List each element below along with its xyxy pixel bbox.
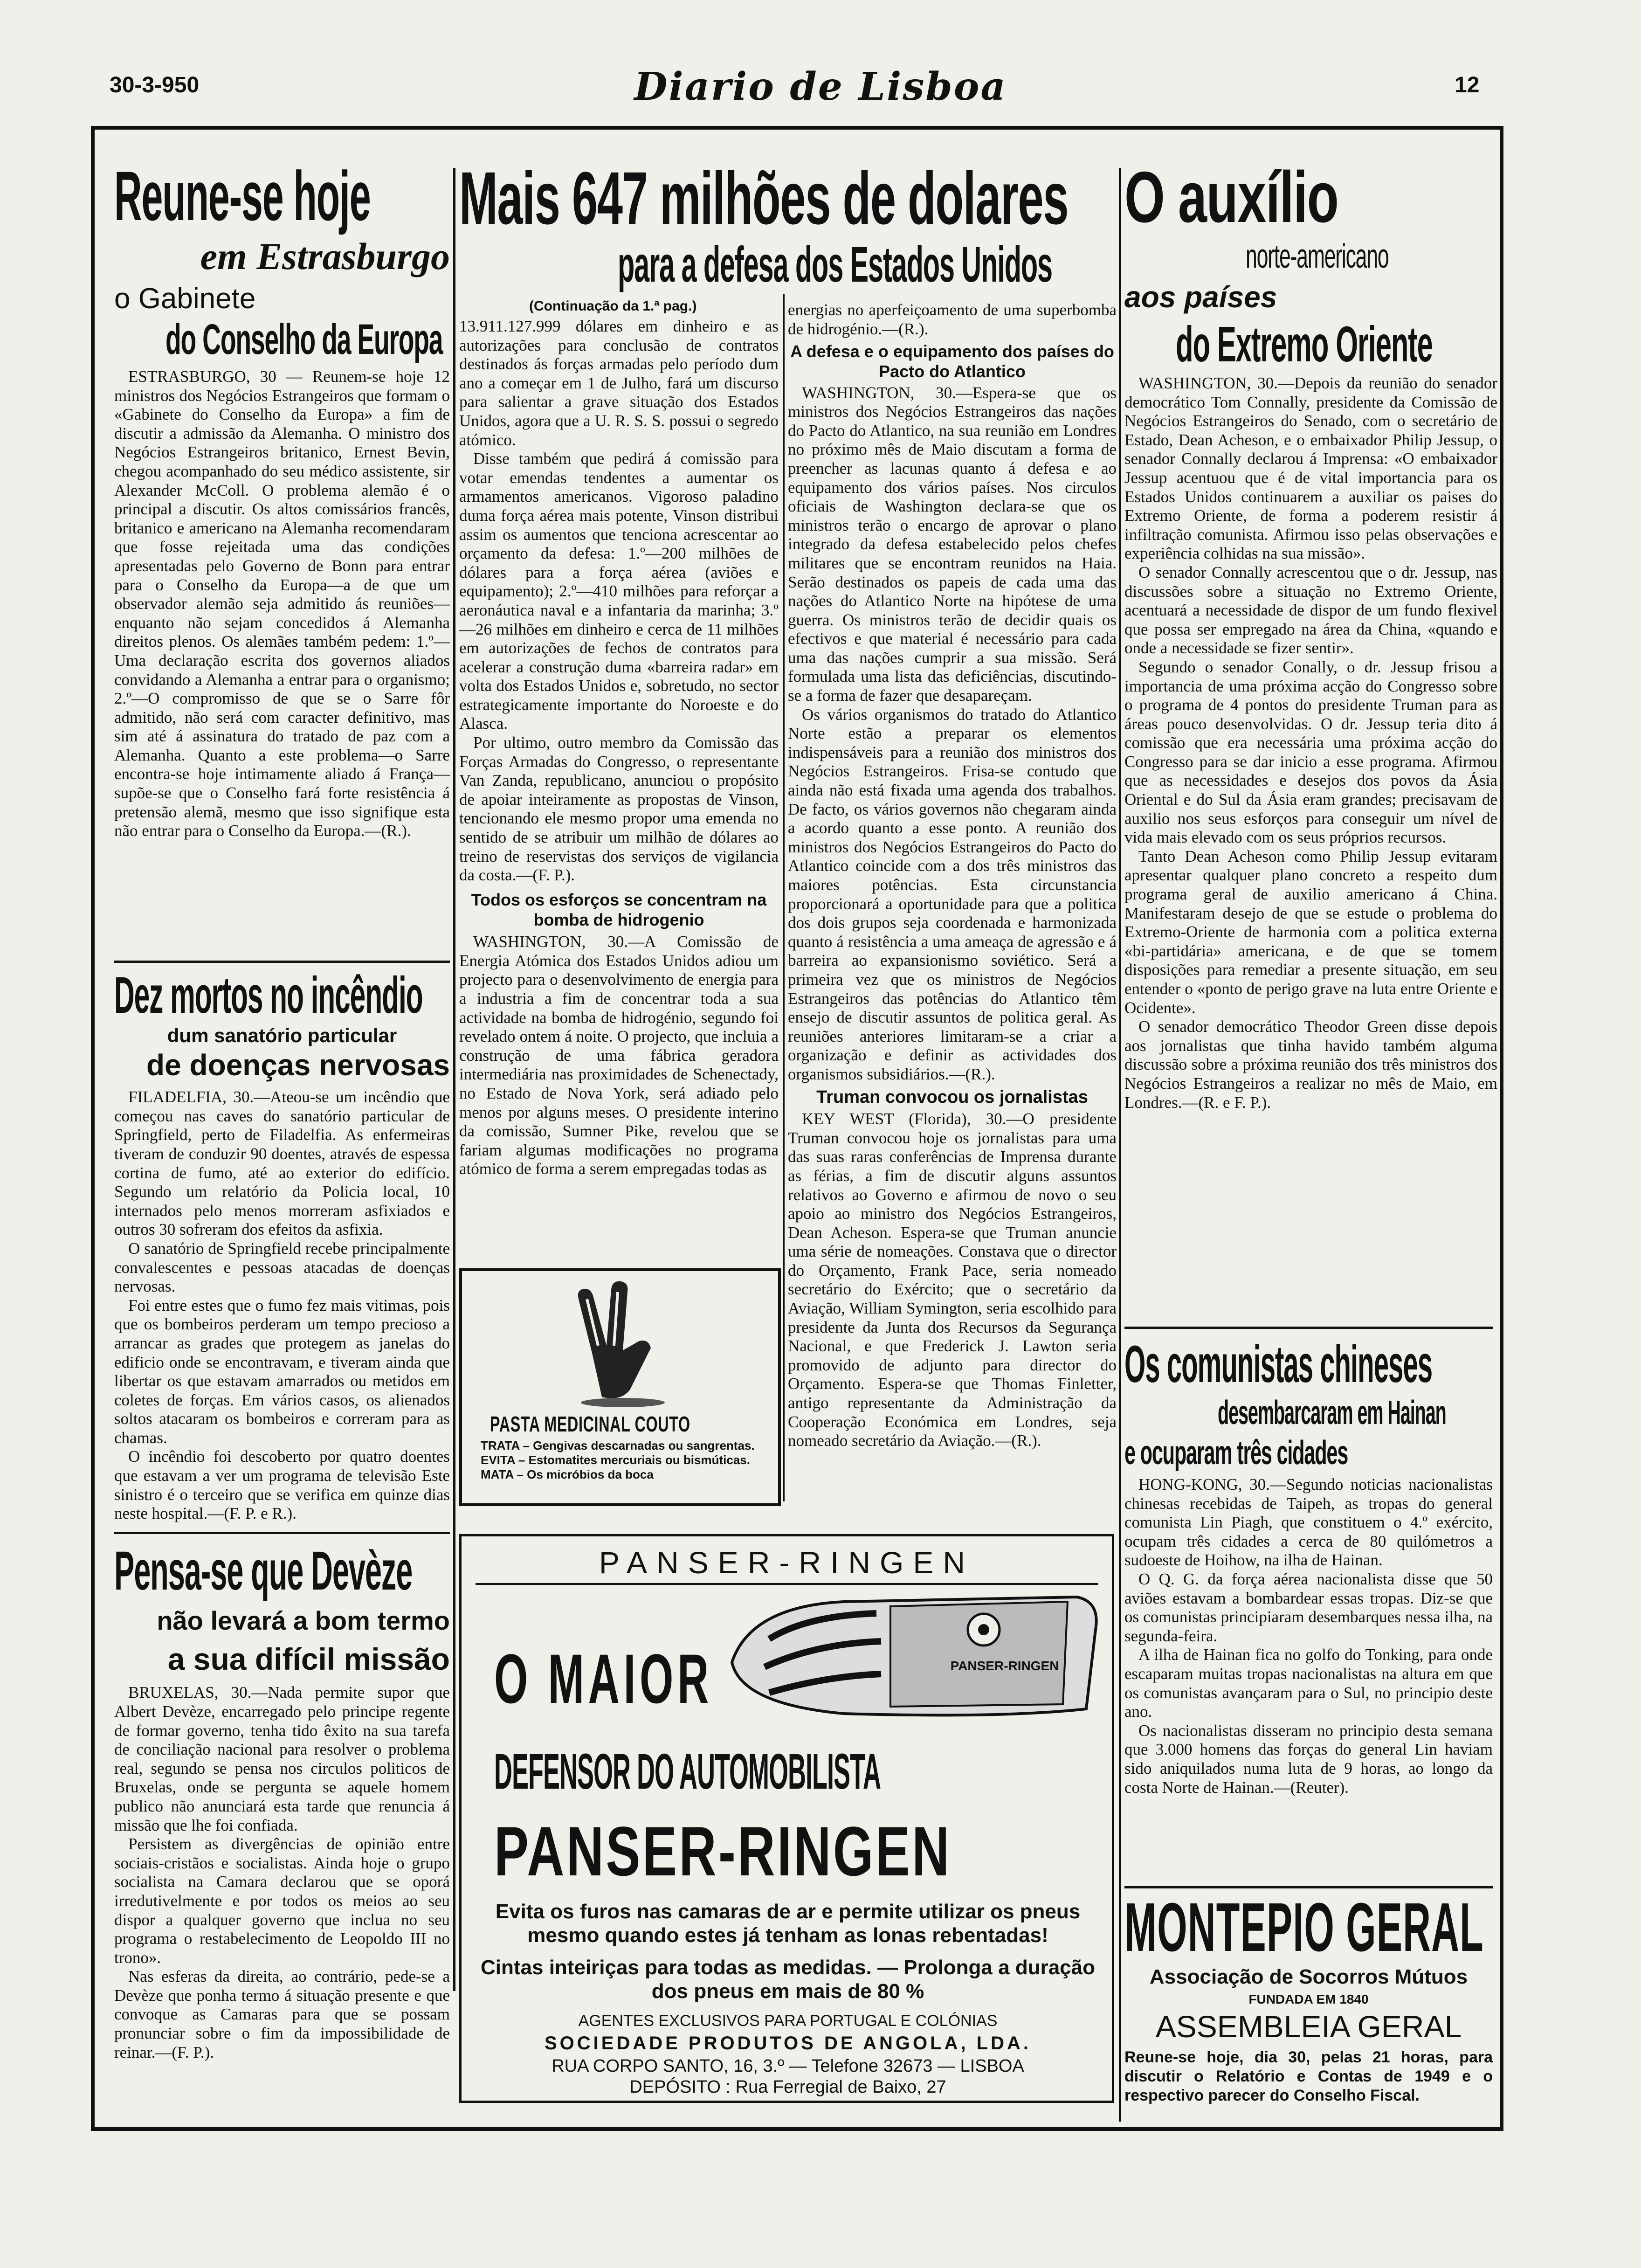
paragraph: Tanto Dean Acheson como Philip Jessup evitaram apresentar qualquer plano concreto a respeito dum programa geral de auxilio americano á China. Manifestaram desejo de que se estude o problema do Extremo-Oriente de harmonia com a politica externa «bi-partidária» americana, e de que se tomem disposições para remediar a presente situação, em seu entender o «ponto de perigo grave na luta entre Oriente e Ocidente». [1124, 847, 1497, 1017]
article-body [459, 933, 779, 1179]
paragraph: Disse também que pedirá á comissão para votar emendas tendentes a aumentar os armamentos americanos. Vigoroso paladino duma força aérea mais potente, Vinson distribui assim os aumentos que tenciona acrescentar ao orçamento da defesa: 1.º—200 milhões de dólares para a força aérea (aviões e equipamento); 2.º—410 milhões para reforçar a aeronáutica naval e a infantaria da marinha; 3.º—26 milhões em dinheiro e cerca de 11 milhões em autorizações de fechos de contratos para acelerar a construção duma «barreira radar» em volta dos Estados Unidos e, sobretudo, no sector estrategicamente importante do Noroeste e do Alasca. [459, 449, 779, 733]
hand-icon [462, 1271, 778, 1411]
article-conselho-europa [114, 161, 450, 958]
paragraph: WASHINGTON, 30.—Espera-se que os ministros dos Negócios Estrangeiros das nações do Pacto do Atlantico, na sua reunião em Londres no próximo mês de Maio discutam a forma de preencher as lacunas quanto á defesa e ao equipamento dos vários países. Nos circulos oficiais de Washington declara-se que os ministros terão o encargo de aprovar o plano integrado da defesa estabelecido pelos chefes militares que se encontram reunidos na Haia. Serão destinados os papeis de cada uma das nações do Atlantico Norte na hipótese de uma guerra. Os ministros terão de decidir quais os efectivos e que material é necessário para cada uma das nações cumprir a sua missão. Será formulada uma lista das deficiências, discutindo-se a forma de fazer que desapareçam. [788, 383, 1117, 705]
subheadline: de doenças nervosas [146, 1048, 450, 1082]
ad-headline: O MAIOR [494, 1639, 713, 1718]
paragraph: Os nacionalistas disseram no principio desta semana que 3.000 homens das forças do general Lin haviam sido aniquilados numa luta de 9 horas, ao longo da costa Norte de Hainan.—(Reuter). [1124, 1721, 1493, 1797]
ad-top-banner: PANSER-RINGEN [476, 1545, 1098, 1585]
newspaper-title: Diario de Lisboa [634, 64, 1007, 109]
divider [1124, 1886, 1493, 1888]
ad-address: RUA CORPO SANTO, 16, 3.º — Telefone 32673 — LISBOA [552, 2056, 1024, 2076]
paragraph: WASHINGTON, 30.—A Comissão de Energia Atómica dos Estados Unidos adiou um projecto para o desenvolvimento de energia para a industria a fim de concentrar toda a sua actividade na bomba de hidrogénio, segundo foi revelado ontem á noite. O projecto, que incluia a construção de uma fábrica geradora intermediária nas proximidades de Schenectady, no Estado de Nova York, será adiado pelo menos por alguns meses. O presidente interino da comissão, Sumner Pike, revelou que se fariam algumas modificações no programa atómico de forma a serem empregadas todas as [459, 933, 779, 1178]
paragraph: Foi entre estes que o fumo fez mais vitimas, pois que os bombeiros perderam um tempo precioso a arrancar as grades que protegem as janelas do edificio onde se encontravam, e tiveram ainda que libertar os que estavam amarrados ou metidos em coletes de forças. Em vários casos, os alienados soltos atacaram os bombeiros e correram para as chamas. [114, 1296, 450, 1447]
divider [114, 1532, 450, 1534]
ad-depot: DEPÓSITO : Rua Ferregial de Baixo, 27 [629, 2077, 946, 2097]
subheadline: do Conselho da Europa [165, 316, 443, 363]
headline: O auxílio [1124, 161, 1338, 237]
paragraph: Por ultimo, outro membro da Comissão das Forças Armadas do Congresso, o representante Van Zanda, republicano, anunciou o propósito de apoiar inteiramente as propostas de Vinson, tencionando ele mesmo propor uma emenda no sentido de se atribuir um milhão de dólares ao treino de reservistas dos serviços de vigilancia da costa.—(F. P.). [459, 733, 779, 885]
paragraph: energias no aperfeiçoamento de uma superbomba de hidrogénio.—(R.). [788, 301, 1117, 338]
paragraph: FILADELFIA, 30.—Ateou-se um incêndio que começou nas caves do sanatório particular de Springfield, perto de Filadelfia. As enfermeiras tiveram de conduzir 90 doentes, através de espessa cortina de fumo, até ao exterior do edifício. Segundo um relatório da Policia local, 10 internados pelo menos morreram asfixiados e outros 30 sofreram dos efeitos da asfixia. [114, 1088, 450, 1239]
ad-line: MATA – Os micróbios da boca [481, 1467, 654, 1482]
subheadline: do Extremo Oriente [1176, 316, 1433, 372]
article-body [788, 301, 1117, 339]
tire-icon [723, 1588, 1105, 1728]
paragraph: 13.911.127.999 dólares em dinheiro e as autorizações para conclusão de contratos destinados ás forças armadas pelo período dum ano a começar em 1 de Julho, fará um discurso para salientar a grave situação dos Estados Unidos, agora que a U. R. S. S. possui o segredo atómico. [459, 317, 779, 449]
masthead [0, 0, 1641, 126]
subheadline: o Gabinete [114, 283, 256, 315]
subheadline: desembarcaram em Hainan [1218, 1394, 1446, 1431]
column-rule [453, 168, 455, 1991]
notice-heading: ASSEMBLEIA GERAL [1155, 2009, 1462, 2044]
paragraph: WASHINGTON, 30.—Depois da reunião do senador democrático Tom Connally, presidente da Comissão de Negócios Estrangeiros do Senado, com o secretário de Estado, Dean Acheson, e o embaixador Philip Jessup, o senador Connally declarou á Imprensa: «O embaixador Jessup acentuou que é de vital importancia para os Estados Unidos continuarem a auxiliar os paises do Extremo Oriente, de forma a poderem resistir á infiltração comunista. Afirmou isso pelas observações e experiência colhidas na sua missão». [1124, 374, 1497, 563]
article-body [114, 1088, 450, 1523]
paragraph: O sanatório de Springfield recebe principalmente convalescentes e pessoas atacadas de doenças nervosas. [114, 1239, 450, 1296]
paragraph: Nas esferas da direita, ao contrário, pede-se a Devèze que ponha termo á situação presente e que convoque as Camaras para que se possam pronunciar sobre o fim da impossibilidade de reinar.—(F. P.). [114, 1967, 450, 2061]
article-body [114, 1683, 450, 2062]
paragraph: A ilha de Hainan fica no golfo do Tonking, para onde escaparam muitas tropas nacionalistas na altura em que os comunistas avançaram para o Sul, no principio deste ano. [1124, 1646, 1493, 1721]
headline: Reune-se hoje [114, 161, 371, 235]
column-rule [1119, 168, 1121, 2122]
divider [114, 961, 450, 963]
notice-founded: FUNDADA EM 1840 [1248, 1991, 1369, 2006]
paragraph: HONG-KONG, 30.—Segundo noticias nacionalistas chinesas recebidas de Taipeh, as tropas do general comunista Lin Piagh, que constituem o 4.º exército, ocupam três cidades a cerca de 80 quilómetros a sudoeste de Hoihow, na ilha de Hainan. [1124, 1475, 1493, 1570]
ad-pasta-couto [459, 1268, 781, 1506]
article-body [459, 317, 779, 885]
paragraph: ESTRASBURGO, 30 — Reunem-se hoje 12 ministros dos Negócios Estrangeiros que formam o «Gabinete do Conselho da Europa» a fim de discutir a admissão da Alemanha. O ministro dos Negócios Estrangeiros britanico, Ernest Bevin, chegou acompanhado do seu médico assistente, sir Alexander McColl. O problema alemão é o principal a discutir. Os altos comissários francês, britanico e americano na Alemanha recomendaram que fosse rejeitada uma das condições apresentadas pelo Governo de Bonn para entrar para o Conselho da Europa—a de que um observador alemão seja admitido ás reuniões—enquanto não sejam concedidos á Alemanha direitos plenos. Os alemães também pedem: 1.º—Uma declaração escrita dos governos aliados convidando a Alemanha a entrar para o organismo; 2.º—O compromisso de que se o Sarre fôr admitido, não será com caracter definitivo, mas sim até á assinatura do tratado de paz com a Alemanha. Quanto a este problema—o Sarre encontra-se hoje intimamente aliado á França—supõe-se que o Conselho fará forte resistência á pretensão alemã, mesmo que isso signifique esta não entrar para o Conselho da Europa.—(R.). [114, 367, 450, 840]
article-dolares-col2 [788, 301, 1117, 1504]
paragraph: Segundo o senador Conally, o dr. Jessup frisou a importancia de uma próxima acção do Congresso sobre o programa de 4 pontos do presidente Truman para as áreas pouco desenvolvidas. O dr. Jessup teria dito á comissão que era necessária uma próxima acção do Congresso para se dar inicio a esse programa. Afirmou que as necessidades e desejos dos povos da Ásia Oriental e do Sul da Ásia eram grandes; precisavam de auxilio nos seus esforços para conseguir um nível de vida mais elevado com os seus próprios recursos. [1124, 657, 1497, 847]
issue-date: 30-3-950 [110, 73, 200, 97]
subheadline: para a defesa dos Estados Unidos [618, 236, 1053, 292]
tire-label: PANSER-RINGEN [950, 1659, 1059, 1673]
paragraph: Os vários organismos do tratado do Atlantico Norte estão a preparar os elementos indispensáveis para a reunião dos ministros dos Negócios Estrangeiros. Frisa-se contudo que ainda não está fixada uma agenda dos trabalhos. De facto, os vários governos não chegaram ainda a acordo quanto a esse ponto. A reunião dos ministros dos Negócios Estrangeiros do Pacto do Atlantico coincide com a dos três ministros das maiores potências. Esta circunstancia proporcionará a oportunidade para que a politica dos dois grupos seja coordenada e harmonizada quanto á resistência a uma ameaça de agressão e á barreira ao expansionismo soviético. Será a primeira vez que os ministros de Negócios Estrangeiros das potências do Atlantico têm ensejo de discutir assuntos de politica geral. As reuniões anteriores limitaram-se a criar a organização e definir as actividades dos organismos subsidiários.—(R.). [788, 705, 1117, 1083]
article-deveze [114, 1543, 450, 2122]
article-body [788, 384, 1117, 1084]
article-incendio [114, 970, 450, 1529]
ad-copy: Cintas inteiriças para todas as medidas. — Prolonga a duração dos pneus em mais de 80 % [481, 1956, 1095, 2003]
subheadline: em Estrasburgo [200, 235, 450, 277]
section-heading: Todos os esforços se concentram na bomba de hidrogenio [471, 890, 767, 929]
article-body [1124, 1475, 1493, 1797]
paragraph: O senador Connally acrescentou que o dr. Jessup, nas discussões sobre a situação no Extremo Oriente, acentuará a necessidade de dispor de um fundo flexivel que possa ser empregado na área da China, «quando e onde a necessidade se fizer sentir». [1124, 563, 1497, 657]
ad-panser-ringen [459, 1534, 1114, 2103]
ad-copy [481, 1438, 759, 1482]
column-rule [783, 294, 785, 1501]
article-auxilio [1124, 161, 1497, 1308]
divider [1124, 1327, 1493, 1329]
notice-subtitle: Associação de Socorros Mútuos [1149, 1965, 1468, 1988]
subheadline: dum sanatório particular [167, 1024, 397, 1046]
page-number: 12 [1455, 73, 1480, 97]
ad-copy: AGENTES EXCLUSIVOS PARA PORTUGAL E COLÓNIAS [578, 2012, 998, 2030]
section-heading: A defesa e o equipamento dos países do Pacto do Atlantico [790, 342, 1114, 381]
paragraph: Persistem as divergências de opinião entre sociais-cristãos e socialistas. Ainda hoje o grupo socialista na Camara declarou que se oporá irredutivelmente e por todos os meios ao seu dispor a qualquer governo que inclua no seu programa o restabelecimento de Leopoldo III no trono». [114, 1835, 450, 1967]
ad-line: TRATA – Gengivas descarnadas ou sangrentas. [481, 1438, 755, 1452]
ad-company: SOCIEDADE PRODUTOS DE ANGOLA, LDA. [544, 2033, 1032, 2054]
article-body [114, 367, 450, 841]
headline: Mais 647 milhões de dolares [459, 161, 1069, 240]
article-dolares-col1 [459, 298, 779, 1268]
subheadline: e ocuparam três cidades [1124, 1434, 1348, 1472]
headline: Os comunistas chineses [1124, 1338, 1433, 1393]
paragraph: O incêndio foi descoberto por quatro doentes que estavam a ver um programa de televisão Este sinistro é o terceiro que se verifica em quinze dias neste hospital.—(F. P. e R.). [114, 1447, 450, 1523]
subheadline: não levará a bom termo [157, 1606, 450, 1635]
section-heading: Truman convocou os jornalistas [816, 1087, 1088, 1107]
subheadline: aos países [1124, 280, 1277, 314]
paragraph: O senador democrático Theodor Green disse depois aos jornalistas que tinha havido também alguma discussão sobre a próxima reunião dos três ministros dos Negócios Estrangeiros a realizar no mês de Maio, em Londres.—(R. e F. P.). [1124, 1017, 1497, 1112]
headline: Dez mortos no incêndio [114, 970, 423, 1024]
paragraph: O Q. G. da força aérea nacionalista disse que 50 aviões estavam a bombardear essas tropas. Diz-se que os comunistas principiaram desembarques nessa ilha, na segunda-feira. [1124, 1570, 1493, 1645]
article-body [788, 1110, 1117, 1451]
ad-line: EVITA – Estomatites mercuriais ou bismúticas. [481, 1453, 750, 1467]
article-comunistas-chineses [1124, 1338, 1493, 1884]
article-body [1124, 374, 1497, 1112]
ad-copy: Evita os furos nas camaras de ar e permite utilizar os pneus mesmo quando estes já tenham as lonas rebentadas! [495, 1900, 1081, 1947]
notice-title: MONTEPIO GERAL [1124, 1893, 1484, 1966]
headline: Pensa-se que Devèze [114, 1543, 413, 1602]
continuation-note: (Continuação da 1.ª pag.) [529, 298, 697, 314]
paragraph: BRUXELAS, 30.—Nada permite supor que Albert Devèze, encarregado pelo principe regente de formar governo, tenha tido êxito na sua tarefa de conciliação nacional para resolver o problema real, segundo se pensa nos circulos politicos de Bruxelas, onde se pergunta se aquele homem publico não anunciará esta tarde que renuncia á missão que lhe foi confiada. [114, 1683, 450, 1834]
ad-brand: PASTA MEDICINAL COUTO [490, 1412, 690, 1436]
notice-text: Reune-se hoje, dia 30, pelas 21 horas, para discutir o Relatório e Contas de 1949 e o respectivo parecer do Conselho Fiscal. [1124, 2048, 1493, 2104]
subheadline: a sua difícil missão [167, 1642, 450, 1677]
article-dolares-header [459, 161, 1114, 296]
subheadline: norte-americano [1246, 238, 1389, 275]
ad-brand: PANSER-RINGEN [494, 1812, 952, 1890]
ad-headline: DEFENSOR DO AUTOMOBILISTA [494, 1743, 881, 1799]
notice-montepio-geral [1124, 1893, 1493, 2122]
paragraph: KEY WEST (Florida), 30.—O presidente Truman convocou hoje os jornalistas para uma das suas raras conferências de Imprensa durante as férias, a fim de discutir alguns assuntos relativos ao Governo e afirmou de novo o seu apoio ao ministro dos Negócios Estrangeiros, Dean Acheson. Espera-se que Truman anuncie uma série de nomeações. Constava que o director do Orçamento, Frank Pace, seria nomeado secretário do Exército; que o secretário da Aviação, William Symington, seria escolhido para presidente da Junta dos Recursos da Segurança Nacional, e que Frederick J. Lawton seria promovido de adjunto para director do Orçamento. Espera-se que Thomas Finletter, antigo representante da Administração da Cooperação Económica em Londres, seja nomeado secretário da Aviação.—(R.). [788, 1110, 1117, 1450]
